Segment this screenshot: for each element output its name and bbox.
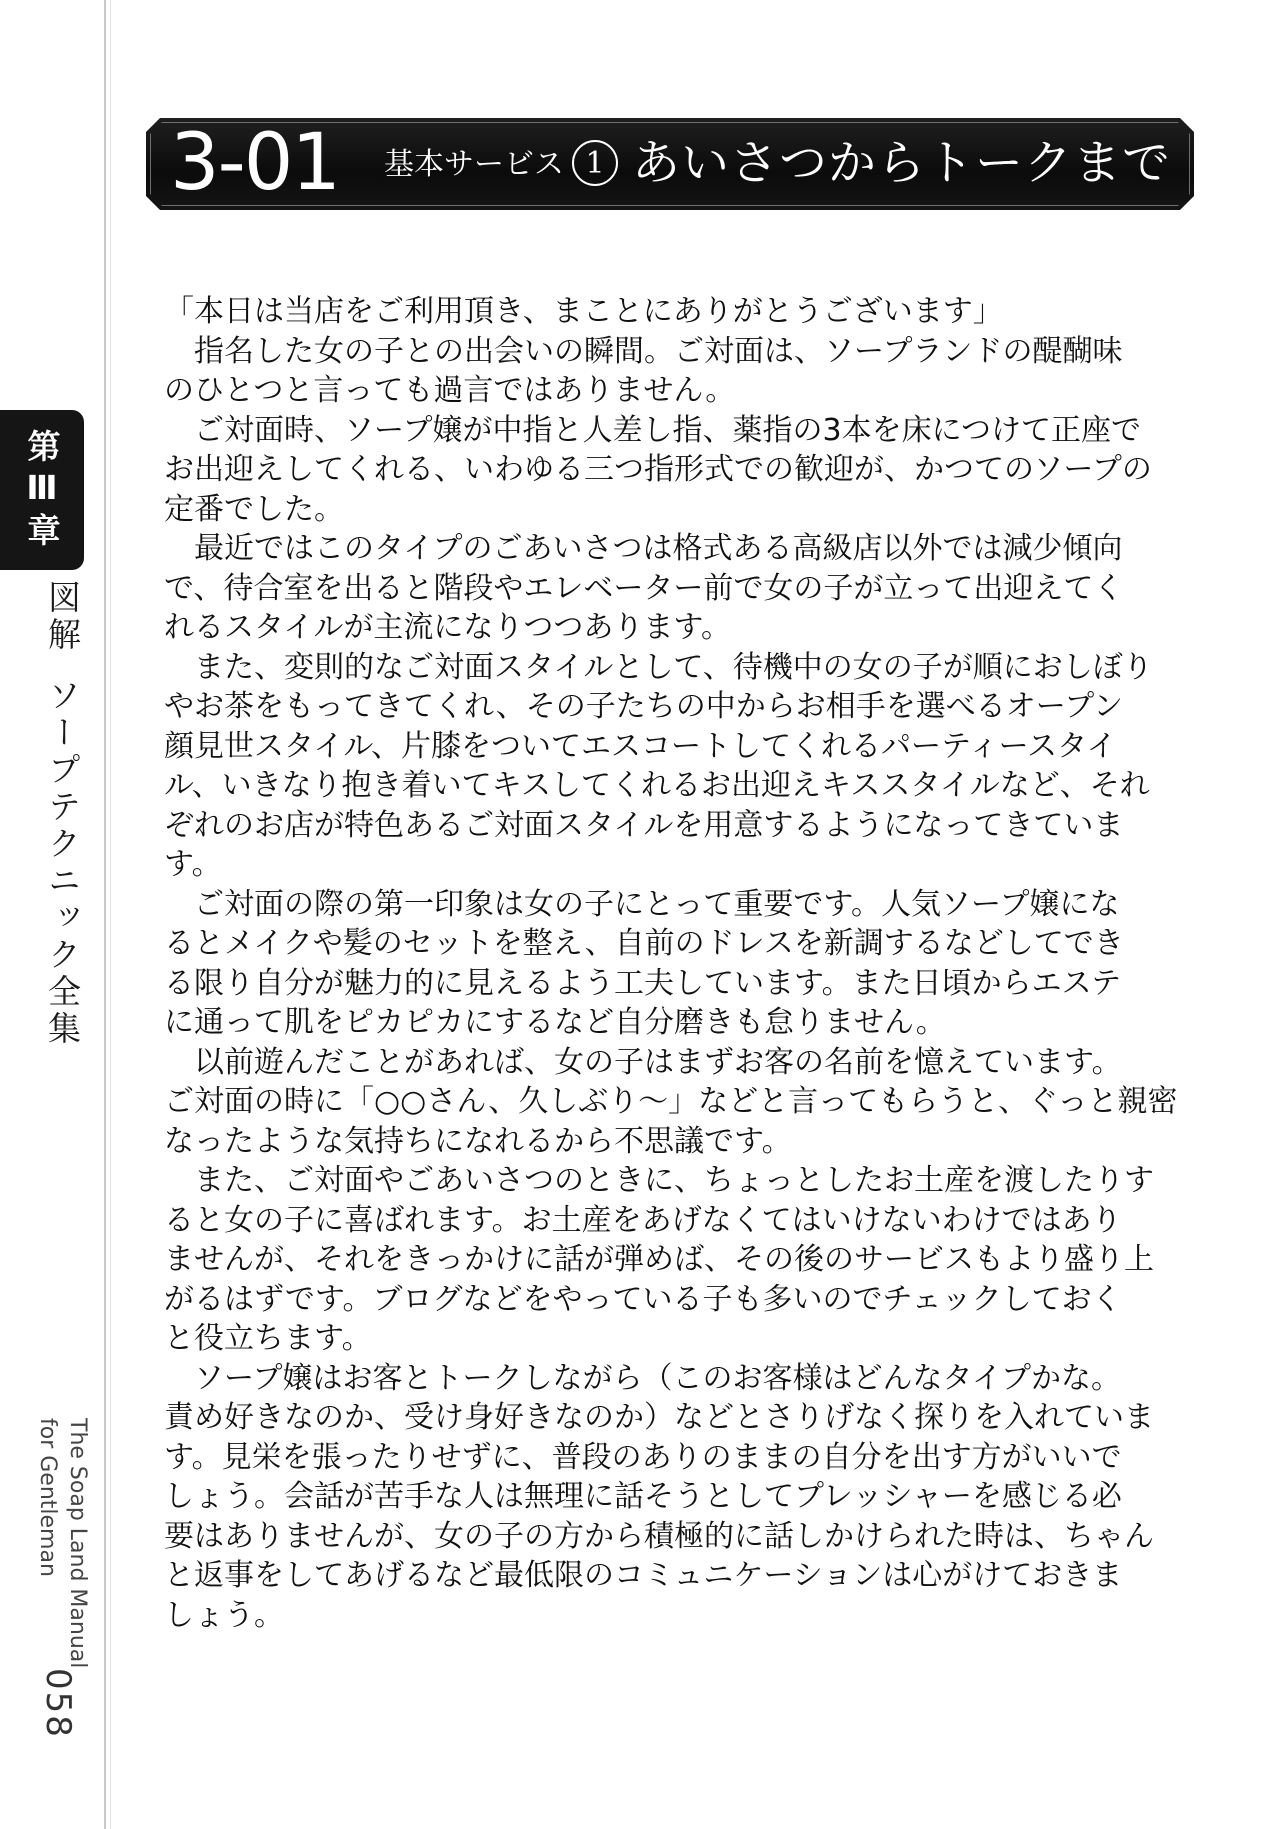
body-line: に通って肌をピカピカにするなど自分磨きも怠りません。 — [164, 1005, 946, 1040]
body-line: のひとつと言っても過言ではありません。 — [164, 373, 736, 408]
body-line: 要はありませんが、女の子の方から積極的に話しかけられた時は、ちゃん — [164, 1518, 1154, 1554]
body-line: す。見栄を張ったりせずに、普段のありのままの自分を出す方がいいで — [164, 1439, 1122, 1475]
body-line: 指名した女の子との出会いの瞬間。ご対面は、ソープランドの醍醐味 — [164, 333, 1123, 369]
body-line: しょう。 — [164, 1597, 284, 1633]
body-line: しょう。会話が苦手な人は無理に話そうとしてプレッシャーを感じる必 — [164, 1479, 1122, 1514]
section-title: あいさつからトークまで — [632, 135, 1172, 191]
body-line: お出迎えしてくれる、いわゆる三つ指形式での歓迎が、かつてのソープの — [164, 452, 1152, 487]
body-line: なったような気持ちになれるから不思議です。 — [164, 1123, 792, 1159]
english-title-line1: The Soap Land Manual — [65, 1418, 90, 1669]
chapter-tab-label: 第Ⅲ章 — [22, 428, 62, 552]
margin-rule — [104, 0, 106, 1829]
section-subtitle: 基本サービス — [384, 147, 564, 182]
body-line: ぞれのお店が特色あるご対面スタイルを用意するようになってきていま — [164, 807, 1124, 843]
english-title-line2: for Gentleman — [35, 1418, 60, 1577]
chapter-tab — [0, 410, 84, 570]
body-line: がるはずです。ブログなどをやっている子も多いのでチェックしておく — [164, 1281, 1122, 1317]
body-line: る限り自分が魅力的に見えるよう工夫しています。また日頃からエステ — [164, 965, 1121, 1001]
book-title-part-b: ソープテクニック全集 — [43, 678, 82, 1048]
book-title-vertical — [26, 580, 86, 1050]
body-line: ご対面の際の第一印象は女の子にとって重要です。人気ソープ嬢にな — [164, 886, 1120, 922]
section-circle-number: 1 — [572, 140, 618, 186]
body-line: ご対面の時に「○○さん、久しぶり～」などと言ってもらうと、ぐっと親密 — [164, 1084, 1178, 1119]
body-line: れるスタイルが主流になりつつあります。 — [164, 610, 731, 645]
body-line: 責め好きなのか、受け身好きなのか）などとさりげなく探りを入れていま — [164, 1400, 1154, 1435]
page-number: 058 — [38, 1668, 78, 1739]
body-line: また、ご対面やごあいさつのときに、ちょっとしたお土産を渡したりす — [164, 1163, 1154, 1198]
body-line: 最近ではこのタイプのごあいさつは格式ある高級店以外では減少傾向 — [164, 531, 1123, 566]
body-line: 顔見世スタイル、片膝をついてエスコートしてくれるパーティースタイ — [164, 728, 1117, 764]
body-line: 以前遊んだことがあれば、女の子はまずお客の名前を憶えています。 — [164, 1044, 1122, 1080]
body-line: ませんが、それをきっかけに話が弾めば、その後のサービスもより盛り上 — [164, 1242, 1154, 1277]
body-line: ご対面時、ソープ嬢が中指と人差し指、薬指の3本を床につけて正座で — [164, 412, 1141, 448]
body-text — [164, 292, 1204, 1635]
body-line: やお茶をもってきてくれ、その子たちの中からお相手を選べるオープン — [164, 689, 1124, 724]
body-line: ると女の子に喜ばれます。お土産をあげなくてはいけないわけではあり — [164, 1202, 1122, 1238]
body-line: と役立ちます。 — [164, 1321, 372, 1356]
book-title-part-a: 図解 — [43, 580, 82, 654]
margin-rule-inner — [110, 0, 111, 1829]
section-number: 3-01 — [170, 118, 340, 208]
body-line: 「本日は当店をご利用頂き、まことにありがとうございます」 — [164, 294, 1003, 329]
body-line: す。 — [164, 847, 222, 882]
body-line: るとメイクや髪のセットを整え、自前のドレスを新調するなどしてでき — [164, 926, 1124, 961]
body-line: 定番でした。 — [164, 491, 344, 527]
body-line: と返事をしてあげるなど最低限のコミュニケーションは心がけておきま — [164, 1558, 1123, 1593]
body-line: で、待合室を出ると階段やエレベーター前で女の子が立って出迎えてく — [164, 570, 1124, 606]
body-line: ソープ嬢はお客とトークしながら（このお客様はどんなタイプかな。 — [164, 1360, 1121, 1396]
body-line: ル、いきなり抱き着いてキスしてくれるお出迎えキススタイルなど、それ — [164, 768, 1150, 803]
body-line: また、変則的なご対面スタイルとして、待機中の女の子が順におしぼり — [164, 649, 1153, 685]
